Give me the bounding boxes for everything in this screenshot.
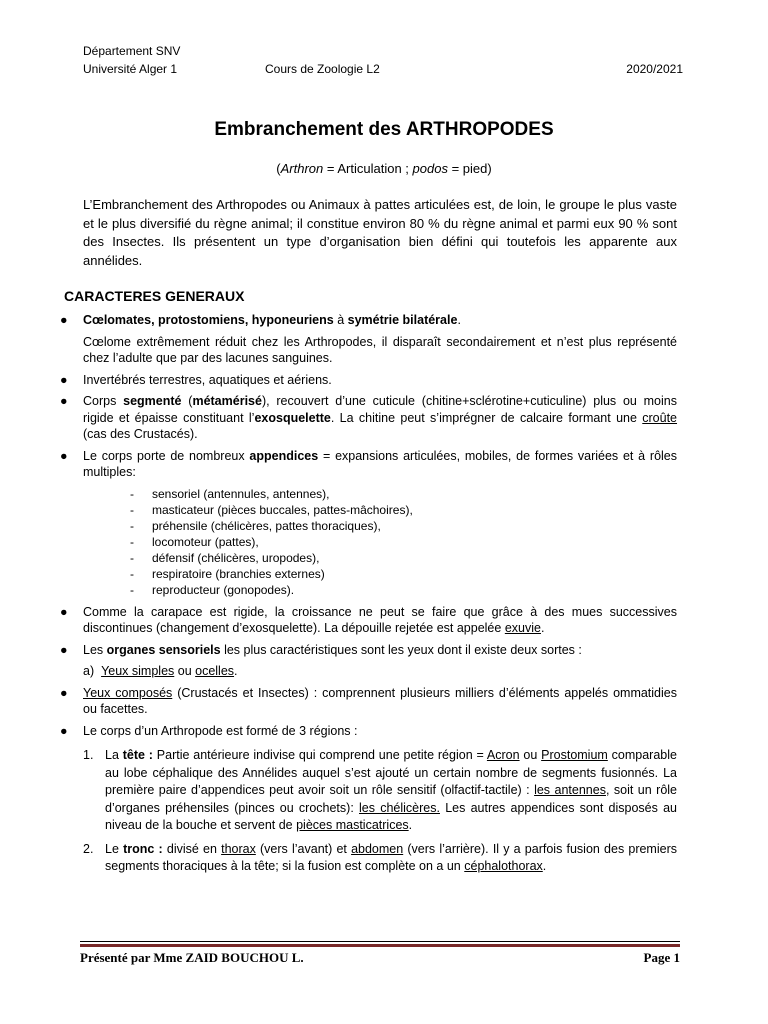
department-label: Département SNV xyxy=(83,44,181,58)
university-label: Université Alger 1 xyxy=(83,62,178,76)
bullet-icon: ● xyxy=(60,313,68,327)
footer-page-number: Page 1 xyxy=(643,950,680,965)
course-label: Cours de Zoologie L2 xyxy=(265,62,380,76)
bullet-icon: ● xyxy=(60,604,68,619)
bullet-mues: ● Comme la carapace est rigide, la croissance ne peut se faire que grâce à des mues successives discontinues (changement d’exosquelette). La dépouille rejetée est appelée exuvie. xyxy=(60,604,677,635)
list-item: - défensif (chélicères, uropodes), xyxy=(130,550,320,565)
list-item: - respiratoire (branchies externes) xyxy=(130,566,325,581)
bullet-icon: ● xyxy=(60,394,68,408)
list-item: - masticateur (pièces buccales, pattes-mâchoires), xyxy=(130,502,413,517)
appendices-list xyxy=(130,486,677,598)
bullet-regions: ● Le corps d’un Arthropode est formé de 3 régions : xyxy=(60,723,358,738)
page-footer xyxy=(80,950,680,966)
body-content xyxy=(60,312,677,882)
list-item: - reproducteur (gonopodes). xyxy=(130,582,295,597)
footer-divider xyxy=(80,941,680,942)
bullet-organes-sensoriels: ● Les organes sensoriels les plus caractéristiques sont les yeux dont il existe deux sortes : xyxy=(60,642,582,657)
year-label: 2020/2021 xyxy=(626,62,683,76)
bullet-coelomates: ● Cœlomates, protostomiens, hyponeuriens à symétrie bilatérale. xyxy=(60,313,461,327)
list-item: 2. Le tronc : divisé en thorax (vers l’avant) et abdomen (vers l’arrière). Il y a parfois fusion des premiers segments thoraciques à la tête; si la fusion est complète on a un céphalothorax. xyxy=(83,841,677,873)
footer-divider-accent xyxy=(80,944,680,947)
intro-paragraph: L’Embranchement des Arthropodes ou Animaux à pattes articulées est, de loin, le groupe le plus vaste et le plus diversifié du règne animal; il constitue environ 80 % du règne animal et parmi eux 90 % sont des Insectes. Ils présentent un type d’organisation bien défini qui toutefois les apparente aux annélides. xyxy=(83,197,677,268)
list-item: - sensoriel (antennules, antennes), xyxy=(130,486,330,501)
bullet-yeux-composes: ● Yeux composés (Crustacés et Insectes) : comprennent plusieurs milliers d’éléments appelés ommatidies ou facettes. xyxy=(60,685,677,716)
bullet-habitats: ● Invertébrés terrestres, aquatiques et aériens. xyxy=(60,372,332,387)
page-subtitle: (Arthron = Articulation ; podos = pied) xyxy=(276,161,492,176)
list-item: - préhensile (chélicères, pattes thoraciques), xyxy=(130,518,381,533)
coelome-paragraph: Cœlome extrêmement réduit chez les Arthropodes, il disparaît secondairement et n’est plus représenté chez l’adulte que par des lacunes sanguines. xyxy=(83,334,677,365)
list-item: - locomoteur (pattes), xyxy=(130,534,259,549)
bullet-icon: ● xyxy=(60,642,68,657)
bullet-icon: ● xyxy=(60,372,68,387)
bullet-corps-segmente: ● Corps segmenté (métamérisé), recouvert d’une cuticule (chitine+sclérotine+cuticuline) plus ou moins rigide et épaisse constituant l’exosquelette. La chitine peut s’imprégner de calcaire formant une croûte (cas des Crustacés). xyxy=(60,394,678,441)
bullet-icon: ● xyxy=(60,685,68,700)
bullet-icon: ● xyxy=(60,448,68,463)
list-item: 1. La tête : Partie antérieure indivise qui comprend une petite région = Acron ou Prostomium comparable au lobe céphalique des Annélides auquel s’est ajouté un certain nombre de segments fusionnés. La première paire d’appendices peut avoir soit un rôle sensitif (olfactif-tactile) : les antennes, soit un rôle d’organes préhensiles (pinces ou crochets): les chélicères. Les autres appendices sont disposés au niveau de la bouche et servent de pièces masticatrices. xyxy=(83,748,677,832)
regions-list xyxy=(83,747,677,876)
bullet-icon: ● xyxy=(60,723,68,738)
section-heading: CARACTERES GENERAUX xyxy=(64,288,245,304)
page-header xyxy=(83,42,683,78)
footer-author: Présenté par Mme ZAID BOUCHOU L. xyxy=(80,950,304,965)
page-title: Embranchement des ARTHROPODES xyxy=(214,119,554,140)
yeux-simples-line: a) Yeux simples ou ocelles. xyxy=(83,664,238,678)
bullet-appendices: ● Le corps porte de nombreux appendices = expansions articulées, mobiles, de formes variées et à rôles multiples: xyxy=(60,448,677,479)
